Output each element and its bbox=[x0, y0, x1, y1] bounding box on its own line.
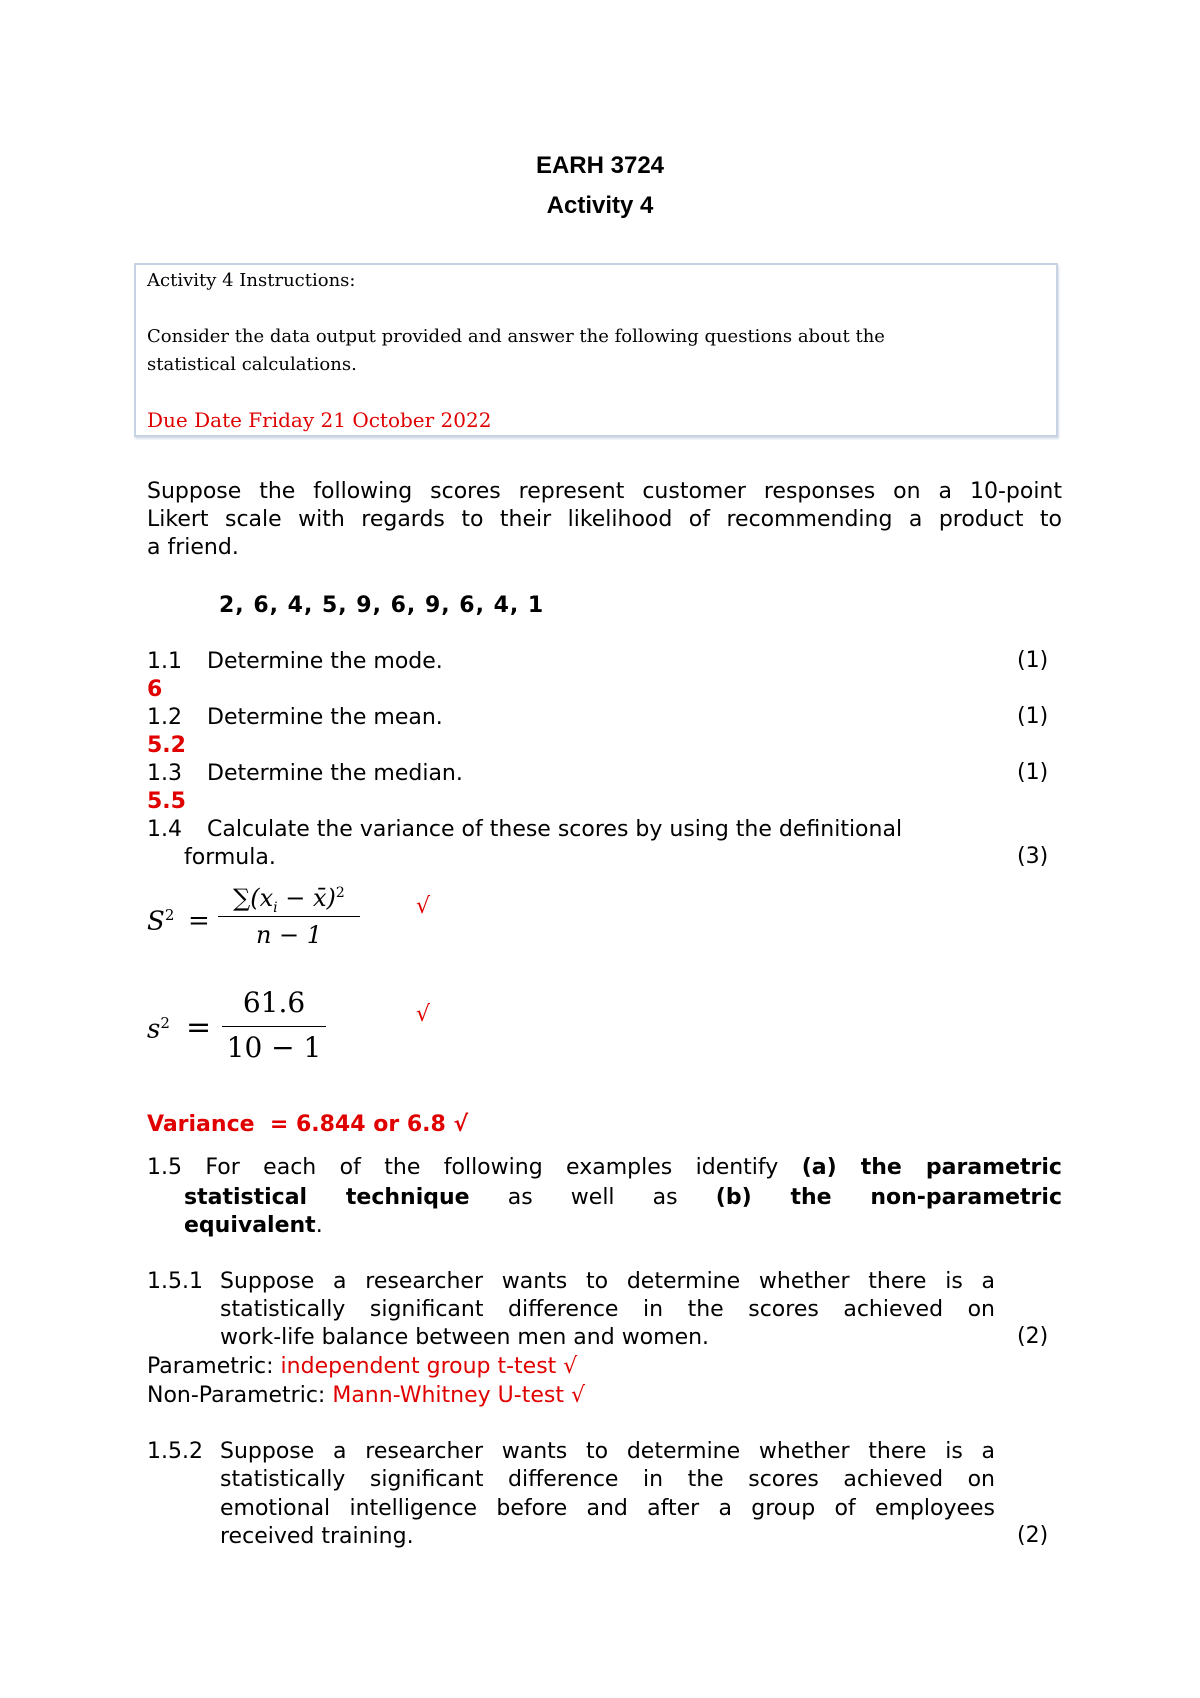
question-1-5-2-number: 1.5.2 bbox=[147, 1439, 203, 1464]
marks-1-4: (3) bbox=[1017, 844, 1049, 869]
question-1-5-2-line-4: received training. bbox=[220, 1524, 414, 1549]
nonparametric-answer-row: Non-Parametric: Mann-Whitney U-test √ bbox=[147, 1383, 585, 1408]
calc-equals: = bbox=[186, 1010, 212, 1045]
marks-1-5-1: (2) bbox=[1017, 1324, 1049, 1349]
formula-equals: = bbox=[188, 906, 210, 936]
intro-line-3: a friend. bbox=[147, 535, 239, 560]
course-code: EARH 3724 bbox=[535, 152, 665, 179]
question-1-5-1-line-2: statistically significant difference in the scores achieved on bbox=[220, 1297, 995, 1322]
instructions-line-2: statistical calculations. bbox=[147, 354, 357, 375]
answer-1-3: 5.5 bbox=[147, 789, 186, 814]
question-1-5-line-2: statistical technique as well as (b) the non-parametric bbox=[184, 1185, 1062, 1210]
marks-1-3: (1) bbox=[1017, 760, 1049, 785]
question-1-5-2-line-3: emotional intelligence before and after a group of employees bbox=[220, 1496, 995, 1521]
answer-1-2: 5.2 bbox=[147, 733, 186, 758]
marks-1-2: (1) bbox=[1017, 704, 1049, 729]
formula-fraction: $\sum(x_i$ − x̄)$^2$ n − 1 bbox=[218, 884, 360, 949]
answer-1-1: 6 bbox=[147, 677, 163, 702]
tick-calc: √ bbox=[416, 1002, 431, 1027]
question-1-5-2-line-2: statistically significant difference in the scores achieved on bbox=[220, 1467, 995, 1492]
intro-line-2: Likert scale with regards to their likelihood of recommending a product to bbox=[147, 507, 1062, 532]
question-1-5-1-line-3: work-life balance between men and women. bbox=[220, 1325, 710, 1350]
intro-line-1: Suppose the following scores represent customer responses on a 10-point bbox=[147, 479, 1062, 504]
marks-1-1: (1) bbox=[1017, 648, 1049, 673]
question-1-2: 1.2 Determine the mean. bbox=[147, 705, 443, 730]
activity-title: Activity 4 bbox=[546, 192, 654, 219]
formula-lhs: $S^2$ bbox=[147, 906, 175, 937]
variance-answer: Variance = 6.844 or 6.8 √ bbox=[147, 1112, 469, 1137]
question-1-5-1-number: 1.5.1 bbox=[147, 1269, 203, 1294]
instructions-line-1: Consider the data output provided and answer the following questions about the bbox=[147, 326, 885, 347]
tick-formula: √ bbox=[416, 894, 431, 919]
question-1-4-line-2: formula. bbox=[184, 845, 276, 870]
question-1-5-2-line-1: Suppose a researcher wants to determine whether there is a bbox=[220, 1439, 995, 1464]
question-1-5-line-1: 1.5 For each of the following examples identify (a) the parametric bbox=[147, 1155, 1062, 1180]
marks-1-5-2: (2) bbox=[1017, 1523, 1049, 1548]
due-date: Due Date Friday 21 October 2022 bbox=[147, 408, 492, 432]
question-1-3: 1.3 Determine the median. bbox=[147, 761, 463, 786]
question-1-5-1-line-1: Suppose a researcher wants to determine whether there is a bbox=[220, 1269, 995, 1294]
score-list: 2, 6, 4, 5, 9, 6, 9, 6, 4, 1 bbox=[219, 593, 545, 618]
parametric-answer-row: Parametric: independent group t-test √ bbox=[147, 1354, 578, 1379]
question-1-1: 1.1 Determine the mode. bbox=[147, 649, 443, 674]
calc-fraction: 61.6 10 − 1 bbox=[222, 986, 326, 1064]
question-1-5-line-3: equivalent. bbox=[184, 1213, 323, 1238]
calc-lhs: $s^2$ bbox=[147, 1014, 170, 1045]
question-1-4: 1.4 Calculate the variance of these scores by using the definitional bbox=[147, 817, 903, 842]
instructions-heading: Activity 4 Instructions: bbox=[147, 270, 356, 291]
